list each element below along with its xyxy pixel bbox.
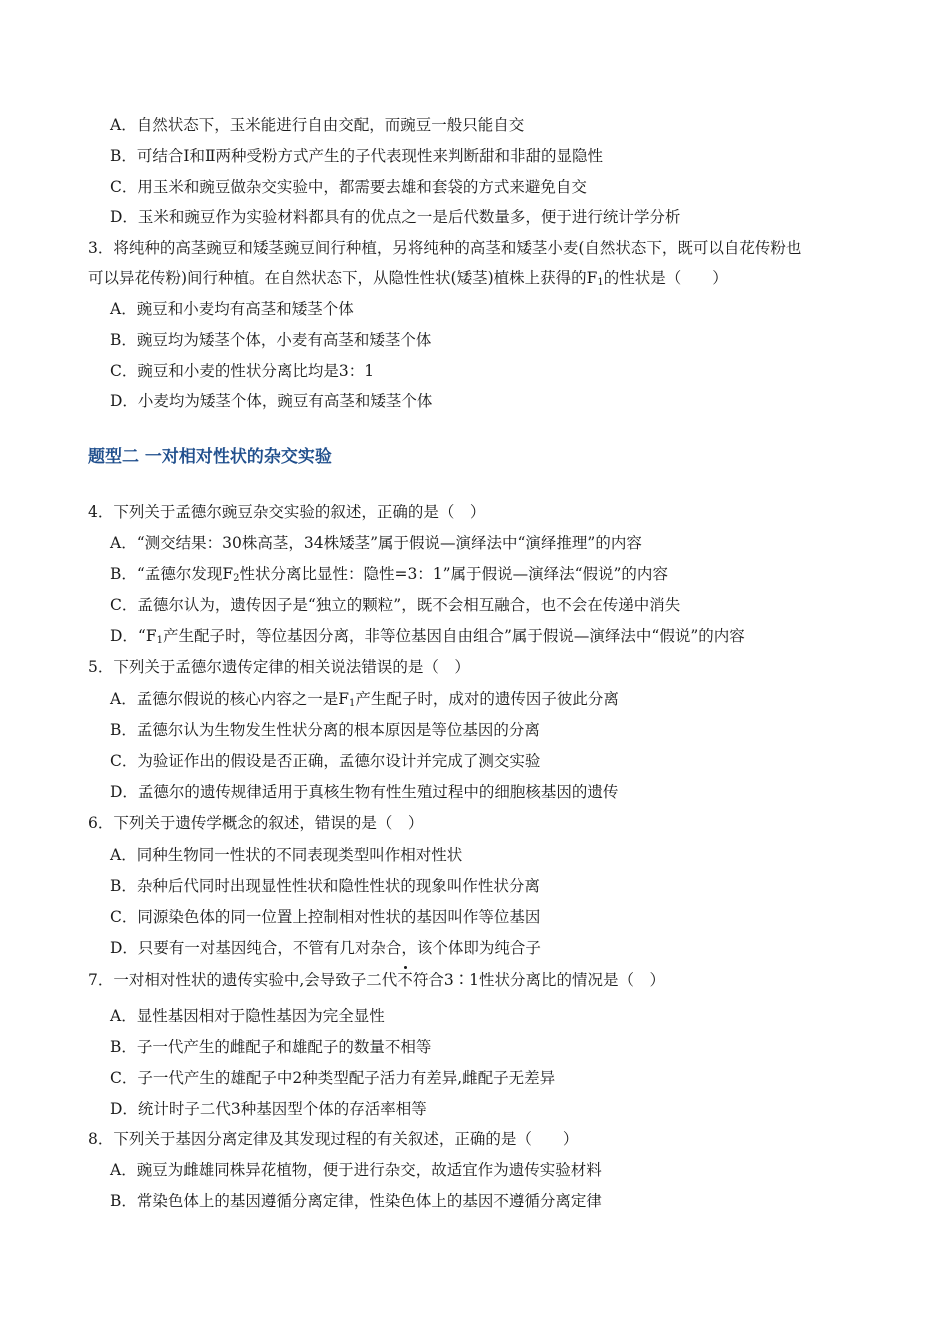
q6-option-a: A．同种生物同一性状的不同表现类型叫作相对性状 [110, 846, 463, 864]
emphasis-dot-char: 不 [397, 971, 413, 989]
q8-option-a: A．豌豆为雌雄同株异花植物，便于进行杂交，故适宜作为遗传实验材料 [110, 1161, 602, 1179]
q6-option-c: C．同源染色体的同一位置上控制相对性状的基因叫作等位基因 [110, 908, 541, 926]
q5-option-a: A．孟德尔假说的核心内容之一是$F_1$产生配子时，成对的遗传因子彼此分离 [110, 690, 619, 709]
q7-option-b: B．子一代产生的雌配子和雄配子的数量不相等 [110, 1038, 432, 1056]
q3-option-d: D．小麦均为矮茎个体，豌豆有高茎和矮茎个体 [110, 392, 433, 410]
q7-option-c: C．子一代产生的雄配子中2种类型配子活力有差异,雌配子无差异 [110, 1069, 556, 1087]
q2-option-b: B．可结合Ⅰ和Ⅱ两种受粉方式产生的子代表现性来判断甜和非甜的显隐性 [110, 147, 604, 165]
q3-stem-line1: 3．将纯种的高茎豌豆和矮茎豌豆间行种植，另将纯种的高茎和矮茎小麦(自然状态下，既可以自花传粉也 [88, 239, 802, 257]
section-heading: 题型二 一对相对性状的杂交实验 [88, 447, 332, 467]
q6-option-d: D．只要有一对基因纯合，不管有几对杂合，该个体即为纯合子 [110, 939, 541, 957]
q4-option-b: B．“孟德尔发现$F_2$性状分离比显性：隐性=3：1”属于假说—演绎法“假说”的内容 [110, 565, 668, 584]
q5-option-b: B．孟德尔认为生物发生性状分离的根本原因是等位基因的分离 [110, 721, 540, 739]
q7-option-d: D．统计时子二代3种基因型个体的存活率相等 [110, 1100, 427, 1118]
q8-stem: 8．下列关于基因分离定律及其发现过程的有关叙述，正确的是（ ） [88, 1130, 579, 1148]
q4-stem: 4．下列关于孟德尔豌豆杂交实验的叙述，正确的是（ ） [88, 503, 486, 521]
q3-option-a: A．豌豆和小麦均有高茎和矮茎个体 [110, 300, 354, 318]
q6-option-b: B．杂种后代同时出现显性性状和隐性性状的现象叫作性状分离 [110, 877, 540, 895]
q2-option-d: D．玉米和豌豆作为实验材料都具有的优点之一是后代数量多，便于进行统计学分析 [110, 208, 681, 226]
q4-option-c: C．孟德尔认为，遗传因子是“独立的颗粒”，既不会相互融合，也不会在传递中消失 [110, 596, 681, 614]
q5-option-d: D．孟德尔的遗传规律适用于真核生物有性生殖过程中的细胞核基因的遗传 [110, 783, 619, 801]
q3-option-b: B．豌豆均为矮茎个体，小麦有高茎和矮茎个体 [110, 331, 432, 349]
q2-option-a: A．自然状态下，玉米能进行自由交配，而豌豆一般只能自交 [110, 116, 525, 134]
q6-stem: 6．下列关于遗传学概念的叙述，错误的是（ ） [88, 814, 424, 832]
q5-stem: 5．下列关于孟德尔遗传定律的相关说法错误的是（ ） [88, 658, 470, 676]
q8-option-b: B．常染色体上的基因遵循分离定律，性染色体上的基因不遵循分离定律 [110, 1192, 602, 1210]
q3-option-c: C．豌豆和小麦的性状分离比均是3：1 [110, 362, 375, 380]
q3-stem-line2: 可以异花传粉)间行种植。在自然状态下，从隐性性状(矮茎)植株上获得的$F_1$的性状是（ ） [88, 269, 728, 288]
q4-option-a: A．“测交结果：30株高茎，34株矮茎”属于假说—演绎法中“演绎推理”的内容 [110, 534, 642, 552]
q7-option-a: A．显性基因相对于隐性基因为完全显性 [110, 1007, 385, 1025]
q7-stem: 7．一对相对性状的遗传实验中,会导致子二代不符合3∶1性状分离比的情况是（ ） [88, 971, 666, 989]
q2-option-c: C．用玉米和豌豆做杂交实验中，都需要去雄和套袋的方式来避免自交 [110, 178, 587, 196]
q4-option-d: D．“$F_1$产生配子时，等位基因分离，非等位基因自由组合”属于假说—演绎法中“假说”的内容 [110, 627, 745, 646]
q5-option-c: C．为验证作出的假设是否正确，孟德尔设计并完成了测交实验 [110, 752, 541, 770]
